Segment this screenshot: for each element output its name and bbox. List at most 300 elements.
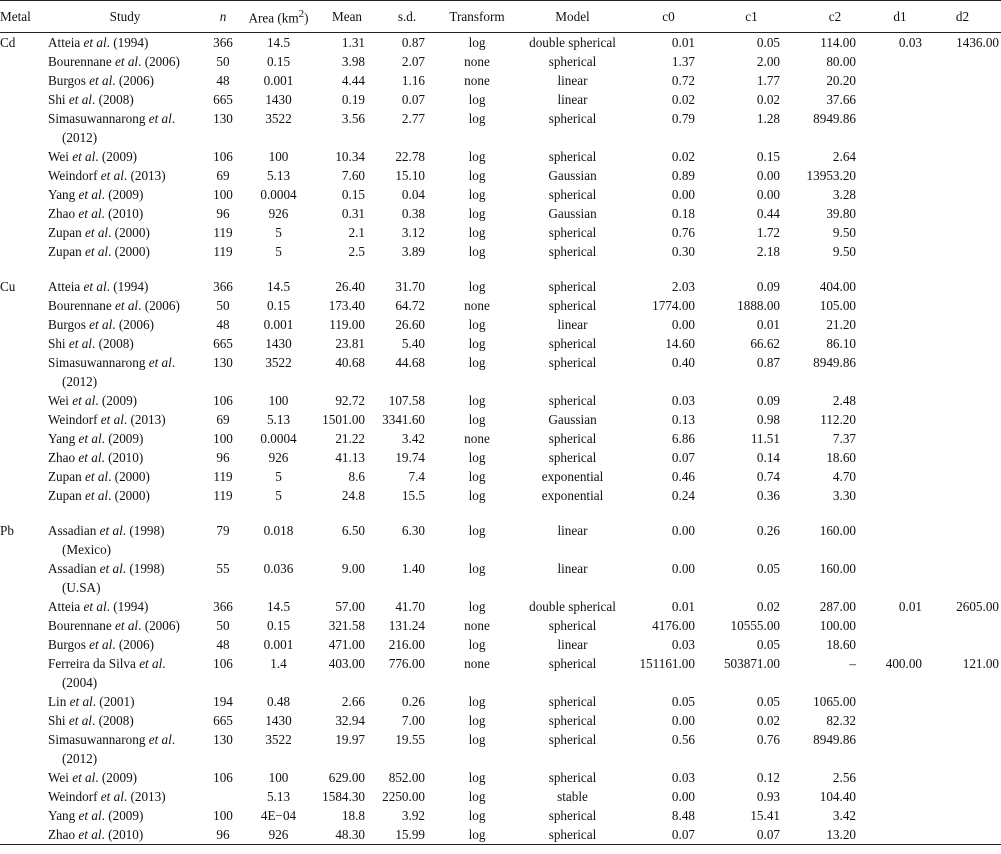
study-line2: (2012) [62, 130, 98, 145]
study-etal: et al [68, 336, 92, 351]
d1-cell [876, 448, 924, 467]
metal-cell [0, 448, 44, 467]
sd-cell: 19.55 [395, 732, 425, 747]
d1-cell [876, 315, 924, 334]
c1-cell: 0.15 [756, 149, 780, 164]
model-cell: spherical [548, 618, 597, 633]
d1-cell [876, 410, 924, 429]
study-etal: et al [72, 393, 96, 408]
d2-cell [924, 277, 1001, 296]
d1-cell [876, 334, 924, 353]
c1-cell: 1.77 [756, 73, 780, 88]
n-cell: 48 [216, 317, 230, 332]
transform-cell: log [468, 336, 486, 351]
study-author: Simasuwannarong [48, 355, 146, 370]
c0-cell: 0.72 [671, 73, 695, 88]
d2-cell [924, 787, 1001, 806]
study-cell [44, 616, 206, 635]
n-cell: 119 [213, 225, 233, 240]
table-row [0, 597, 1001, 616]
transform-cell: log [468, 808, 486, 823]
study-cell [44, 410, 206, 429]
study-etal: et al [89, 73, 113, 88]
c2-cell: 2.56 [832, 770, 856, 785]
c2-cell: 2.64 [832, 149, 856, 164]
c2-cell: 3.28 [832, 187, 856, 202]
mean-cell: 0.31 [341, 206, 365, 221]
study-year: . (2013) [123, 789, 166, 804]
c0-cell: 0.00 [671, 187, 695, 202]
mean-cell: 2.1 [348, 225, 365, 240]
d1-cell [876, 521, 924, 559]
sd-cell: 15.10 [395, 168, 425, 183]
study-cell [44, 71, 206, 90]
c2-cell: 82.32 [826, 713, 856, 728]
mean-cell: 92.72 [335, 393, 365, 408]
sd-cell: 776.00 [388, 656, 425, 671]
header-transform: Transform [437, 1, 517, 33]
d2-cell [924, 429, 1001, 448]
metal-cell [0, 147, 44, 166]
d2-cell [924, 692, 1001, 711]
c1-cell: 0.01 [756, 317, 780, 332]
c0-cell: 0.18 [671, 206, 695, 221]
metal-cell [0, 296, 44, 315]
metal-cell: Pb [0, 523, 14, 538]
n-cell [206, 787, 240, 806]
study-author: Simasuwannarong [48, 732, 146, 747]
study-author: Burgos [48, 73, 86, 88]
sd-cell: 852.00 [388, 770, 425, 785]
study-etal: et al [78, 450, 102, 465]
sd-cell: 3341.60 [382, 412, 425, 427]
d2-cell [924, 616, 1001, 635]
c1-cell: 0.05 [756, 561, 780, 576]
sd-cell: 44.68 [395, 355, 425, 370]
study-cell [44, 90, 206, 109]
study-author: Yang [48, 187, 76, 202]
study-author: Weindorf [48, 412, 98, 427]
transform-cell: log [468, 523, 486, 538]
mean-cell: 26.40 [335, 279, 365, 294]
study-line2: (2012) [62, 374, 98, 389]
c2-cell: 39.80 [826, 206, 856, 221]
table-row [0, 242, 1001, 261]
c2-cell: 13.20 [794, 825, 876, 845]
area-cell: 5.13 [266, 412, 291, 427]
area-cell: 3522 [265, 111, 292, 126]
n-cell: 96 [206, 825, 240, 845]
study-etal: et al [148, 111, 172, 126]
mean-cell: 21.22 [335, 431, 365, 446]
model-cell: exponential [541, 488, 604, 503]
d1-cell [876, 223, 924, 242]
model-cell: linear [557, 317, 588, 332]
metal-cell [0, 768, 44, 787]
study-author: Zhao [48, 827, 76, 842]
c0-cell: 0.02 [671, 149, 695, 164]
sd-cell: 3.89 [401, 244, 425, 259]
c1-cell: 0.02 [756, 599, 780, 614]
study-etal: et al [83, 35, 107, 50]
table-body [0, 33, 1001, 845]
transform-cell: log [468, 355, 486, 370]
sd-cell: 0.26 [401, 694, 425, 709]
c0-cell: 1774.00 [652, 298, 695, 313]
transform-cell: log [468, 111, 486, 126]
header-mean: Mean [317, 1, 377, 33]
c2-cell: 287.00 [819, 599, 856, 614]
sd-cell: 64.72 [395, 298, 425, 313]
n-cell: 366 [213, 599, 233, 614]
study-year: . (2000) [108, 488, 150, 503]
transform-cell: log [468, 450, 486, 465]
area-cell: 0.15 [266, 618, 291, 633]
study-year: . (2009) [95, 770, 138, 785]
study-etal: et al [85, 488, 109, 503]
transform-cell: log [468, 393, 486, 408]
mean-cell: 41.13 [335, 450, 365, 465]
spacer-cell [0, 505, 1001, 521]
study-cell [44, 353, 206, 391]
metal-cell [0, 692, 44, 711]
study-cell [44, 109, 206, 147]
mean-cell: 57.00 [335, 599, 365, 614]
area-cell: 0.48 [266, 694, 291, 709]
d1-cell [876, 296, 924, 315]
d1-cell [876, 635, 924, 654]
study-year: . (2010) [101, 206, 144, 221]
table-row [0, 730, 1001, 768]
c1-cell: 0.05 [756, 694, 780, 709]
table-row [0, 90, 1001, 109]
sd-cell: 107.58 [388, 393, 425, 408]
c0-cell: 0.56 [671, 732, 695, 747]
d2-cell [924, 334, 1001, 353]
study-etal: et al [139, 656, 163, 671]
study-etal: et al [100, 789, 124, 804]
mean-cell: 4.44 [341, 73, 365, 88]
study-cell [44, 806, 206, 825]
study-year: . (2009) [95, 393, 138, 408]
mean-cell: 3.98 [341, 54, 365, 69]
mean-cell: 1584.30 [322, 789, 365, 804]
model-cell: Gaussian [548, 168, 597, 183]
c1-cell: 0.87 [756, 355, 780, 370]
mean-cell: 23.81 [335, 336, 365, 351]
d1-cell [876, 166, 924, 185]
study-year: . (2009) [101, 187, 144, 202]
transform-cell: log [468, 317, 486, 332]
c0-cell: 0.00 [671, 317, 695, 332]
transform-cell: log [468, 599, 486, 614]
table-row [0, 71, 1001, 90]
d2-cell: 121.00 [962, 656, 999, 671]
group-spacer [0, 261, 1001, 277]
study-etal: et al [148, 355, 172, 370]
study-year: . (1998) [122, 523, 165, 538]
d2-cell [924, 448, 1001, 467]
study-author: Weindorf [48, 789, 98, 804]
study-etal: et al [89, 317, 113, 332]
transform-cell: log [468, 770, 486, 785]
mean-cell: 48.30 [317, 825, 377, 845]
area-cell: 926 [268, 206, 289, 221]
n-cell: 79 [216, 523, 230, 538]
area-cell: 5.13 [266, 168, 291, 183]
sd-cell: 2250.00 [382, 789, 425, 804]
n-cell: 100 [213, 187, 233, 202]
study-etal: et al [83, 279, 107, 294]
model-cell: Gaussian [548, 206, 597, 221]
c2-cell: 9.50 [832, 244, 856, 259]
study-etal: et al [89, 637, 113, 652]
d2-cell [924, 52, 1001, 71]
metal-cell [0, 730, 44, 768]
transform-cell: none [464, 73, 490, 88]
study-year: . (2013) [123, 412, 166, 427]
sd-cell: 7.00 [401, 713, 425, 728]
area-cell: 0.15 [266, 298, 291, 313]
metal-cell [0, 315, 44, 334]
area-cell: 14.5 [266, 279, 291, 294]
c2-cell: – [849, 656, 856, 671]
transform-cell: log [468, 561, 486, 576]
metal-cell [0, 334, 44, 353]
study-etal: et al [78, 431, 102, 446]
metal-cell [0, 90, 44, 109]
c0-cell: 0.89 [671, 168, 695, 183]
c0-cell: 2.03 [671, 279, 695, 294]
study-cell [44, 429, 206, 448]
area-cell: 5 [275, 488, 282, 503]
table-row [0, 825, 1001, 845]
n-cell: 130 [213, 355, 233, 370]
area-cell: 1.4 [270, 656, 287, 671]
table-row [0, 768, 1001, 787]
d1-cell [876, 467, 924, 486]
transform-cell: log [468, 35, 486, 50]
c2-cell: 100.00 [819, 618, 856, 633]
study-etal: et al [99, 523, 123, 538]
n-cell: 69 [216, 412, 230, 427]
table-row [0, 711, 1001, 730]
d2-cell [924, 185, 1001, 204]
study-year: . (2000) [108, 469, 150, 484]
c1-cell: 0.02 [756, 92, 780, 107]
transform-cell: none [464, 618, 490, 633]
n-cell: 69 [216, 168, 230, 183]
study-cell [44, 334, 206, 353]
study-etal: et al [78, 187, 102, 202]
header-d2: d2 [924, 1, 1001, 33]
model-cell: spherical [548, 450, 597, 465]
n-cell: 55 [216, 561, 230, 576]
area-cell: 5 [275, 225, 282, 240]
model-cell: linear [557, 637, 588, 652]
mean-cell: 2.5 [348, 244, 365, 259]
c1-cell: 0.00 [756, 168, 780, 183]
n-cell: 50 [216, 54, 230, 69]
model-cell: spherical [548, 298, 597, 313]
n-cell: 665 [213, 92, 233, 107]
n-cell: 665 [213, 336, 233, 351]
c2-cell: 112.20 [820, 412, 856, 427]
mean-cell: 0.19 [341, 92, 365, 107]
d2-cell [924, 391, 1001, 410]
d2-cell [924, 559, 1001, 597]
study-author: Shi [48, 92, 66, 107]
c0-cell: 0.46 [671, 469, 695, 484]
metal-cell [0, 787, 44, 806]
header-c2: c2 [794, 1, 876, 33]
c2-cell: 1065.00 [813, 694, 856, 709]
study-etal: et al [85, 225, 109, 240]
c2-cell: 3.30 [832, 488, 856, 503]
area-cell: 5.13 [266, 789, 291, 804]
area-cell: 14.5 [266, 35, 291, 50]
study-cell [44, 315, 206, 334]
study-etal: et al [72, 770, 96, 785]
study-etal: et al [99, 561, 123, 576]
d2-cell [924, 109, 1001, 147]
c0-cell: 0.05 [671, 694, 695, 709]
c0-cell: 0.00 [671, 789, 695, 804]
sd-cell: 1.16 [401, 73, 425, 88]
c0-cell: 0.40 [671, 355, 695, 370]
sd-cell: 0.38 [401, 206, 425, 221]
c2-cell: 21.20 [826, 317, 856, 332]
header-sd: s.d. [377, 1, 437, 33]
metal-cell [0, 429, 44, 448]
d2-cell [924, 410, 1001, 429]
study-author: Bourennane [48, 618, 112, 633]
c1-cell: 1.28 [756, 111, 780, 126]
d2-cell [924, 467, 1001, 486]
d1-cell [876, 90, 924, 109]
table-row [0, 204, 1001, 223]
d1-cell: 0.03 [898, 35, 922, 50]
c0-cell: 0.00 [671, 561, 695, 576]
study-year: . (2006) [112, 73, 155, 88]
table-row [0, 109, 1001, 147]
study-etal: et al [78, 206, 102, 221]
c1-cell: 11.51 [750, 431, 780, 446]
mean-cell: 3.56 [341, 111, 365, 126]
model-cell: spherical [548, 770, 597, 785]
header-area-close: ) [304, 10, 309, 26]
study-author: Shi [48, 336, 66, 351]
study-year: . (2009) [95, 149, 138, 164]
c1-cell: 2.00 [756, 54, 780, 69]
study-year: . (1998) [122, 561, 165, 576]
c1-cell: 0.12 [756, 770, 780, 785]
study-year: . (2001) [92, 694, 135, 709]
c2-cell: 3.42 [832, 808, 856, 823]
c1-cell: 0.09 [756, 279, 780, 294]
area-cell: 0.001 [263, 317, 294, 332]
n-cell: 665 [213, 713, 233, 728]
c2-cell: 114.00 [820, 35, 856, 50]
d2-cell [924, 768, 1001, 787]
study-author: Simasuwannarong [48, 111, 146, 126]
table-row [0, 448, 1001, 467]
model-cell: linear [557, 523, 588, 538]
metal-cell [0, 223, 44, 242]
c2-cell: 2.48 [832, 393, 856, 408]
c1-cell: 0.76 [756, 732, 780, 747]
metal-cell [0, 806, 44, 825]
study-year: . (2006) [138, 618, 180, 633]
transform-cell: log [468, 789, 486, 804]
n-cell: 366 [213, 279, 233, 294]
c0-cell: 0.13 [671, 412, 695, 427]
model-cell: spherical [548, 187, 597, 202]
d1-cell [876, 242, 924, 261]
d1-cell [876, 806, 924, 825]
c1-cell: 0.07 [709, 825, 794, 845]
c1-cell: 0.93 [756, 789, 780, 804]
model-cell: spherical [548, 732, 597, 747]
d1-cell [876, 109, 924, 147]
transform-cell: log [468, 92, 486, 107]
metal-cell [0, 71, 44, 90]
sd-cell: 6.30 [401, 523, 425, 538]
c0-cell: 0.00 [671, 523, 695, 538]
mean-cell: 1.31 [341, 35, 365, 50]
c1-cell: 0.05 [756, 637, 780, 652]
sd-cell: 2.07 [401, 54, 425, 69]
sd-cell: 7.4 [408, 469, 425, 484]
n-cell: 106 [213, 393, 233, 408]
study-etal: et al [68, 92, 92, 107]
mean-cell: 10.34 [335, 149, 365, 164]
study-year: . (2000) [108, 244, 150, 259]
sd-cell: 0.07 [401, 92, 425, 107]
study-cell [44, 692, 206, 711]
metal-cell [0, 486, 44, 505]
c2-cell: 7.37 [832, 431, 856, 446]
study-etal: et al [100, 168, 124, 183]
d1-cell [876, 52, 924, 71]
model-cell: linear [557, 92, 588, 107]
transform-cell: log [468, 168, 486, 183]
study-line2: (2004) [62, 675, 98, 690]
area-cell: 100 [268, 393, 289, 408]
mean-cell: 173.40 [328, 298, 365, 313]
study-cell [44, 185, 206, 204]
table-row [0, 391, 1001, 410]
study-year: . (2010) [101, 450, 144, 465]
mean-cell: 24.8 [341, 488, 365, 503]
c2-cell: 8949.86 [813, 732, 856, 747]
study-author: Atteia [48, 35, 81, 50]
table-row [0, 223, 1001, 242]
d1-cell [876, 486, 924, 505]
model-cell: linear [557, 73, 588, 88]
area-cell: 14.5 [266, 599, 291, 614]
study-author: Weindorf [48, 168, 98, 183]
model-cell: stable [557, 789, 588, 804]
study-year: . (2013) [123, 168, 166, 183]
table-row [0, 806, 1001, 825]
study-year: . [171, 732, 176, 747]
transform-cell: log [468, 149, 486, 164]
table-row [0, 296, 1001, 315]
study-year: . (2008) [91, 713, 134, 728]
study-cell [44, 296, 206, 315]
transform-cell: log [468, 488, 486, 503]
